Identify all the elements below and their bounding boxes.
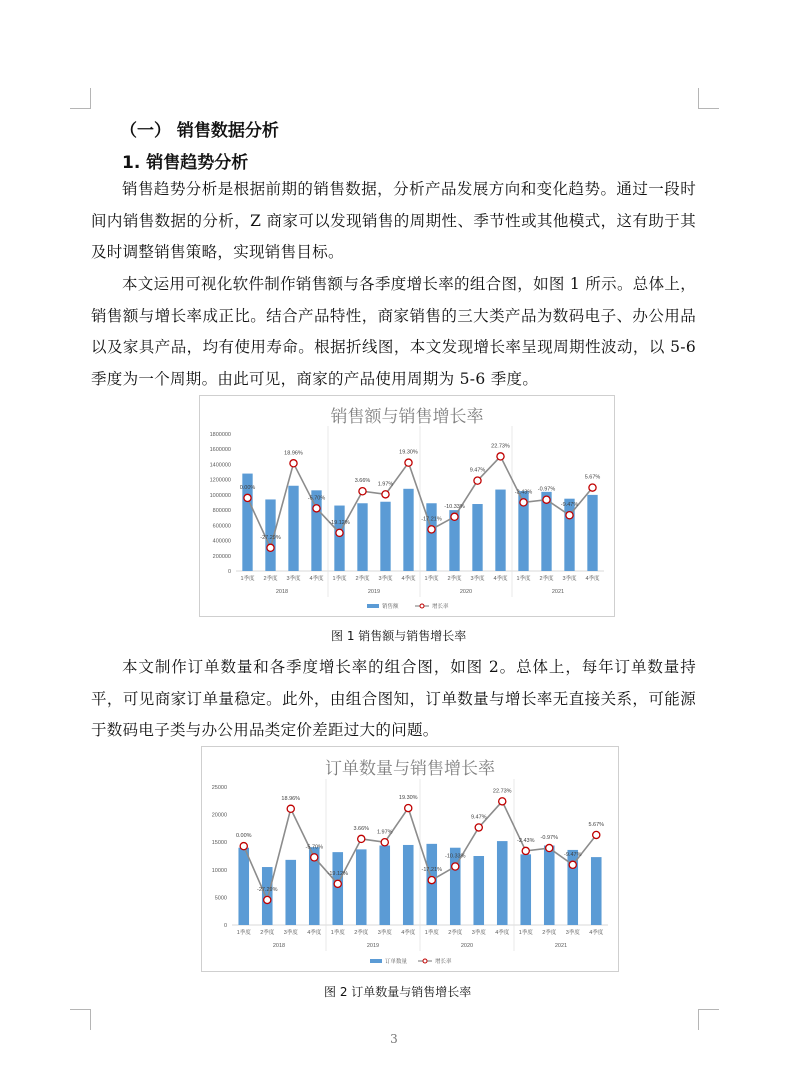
bar (357, 503, 367, 571)
x-tick-label: 4季度 (401, 930, 416, 936)
growth-marker (428, 876, 435, 883)
crop-mark-top-left (70, 88, 91, 109)
y-tick-label: 1000000 (209, 492, 231, 499)
x-tick-label: 4季度 (309, 576, 324, 582)
bar (379, 846, 390, 925)
bar (403, 845, 414, 925)
growth-data-label: 5.67% (584, 474, 601, 481)
growth-marker (593, 831, 600, 838)
growth-marker (546, 844, 553, 851)
x-tick-label: 1季度 (516, 576, 531, 582)
bar (472, 504, 482, 571)
growth-marker (334, 880, 341, 887)
bar (544, 846, 555, 925)
growth-marker (451, 513, 458, 520)
bar (356, 849, 367, 925)
x-tick-label: 2季度 (539, 576, 554, 582)
growth-data-label: 22.73% (491, 443, 510, 450)
growth-marker (264, 896, 271, 903)
y-tick-label: 0 (223, 923, 227, 929)
x-tick-label: 4季度 (589, 930, 604, 936)
growth-data-label: -0.97% (537, 486, 556, 493)
y-tick-label: 5000 (214, 895, 227, 902)
growth-marker (499, 798, 506, 805)
x-tick-label: 2季度 (355, 576, 370, 582)
paragraph-2: 本文运用可视化软件制作销售额与各季度增长率的组合图，如图 1 所示。总体上，销售额与增长率成正比。结合产品特性，商家销售的三大类产品为数码电子、办公用品以及家具产品，均有使用寿命。根据折线图，本文发现增长率呈现周期性波动，以 5-6 季度为一个周期。由此可见，商家的产品使用周期为 5-6 季度。 (91, 275, 696, 388)
group-label: 2019 (367, 589, 381, 595)
x-tick-label: 3季度 (470, 576, 485, 582)
figure-2-chart (201, 746, 619, 972)
x-tick-label: 4季度 (401, 576, 416, 582)
x-tick-label: 3季度 (286, 576, 301, 582)
growth-data-label: 18.96% (284, 450, 303, 457)
x-tick-label: 3季度 (378, 576, 393, 582)
growth-data-label: -17.21% (421, 867, 442, 874)
growth-data-label: 3.66% (353, 825, 370, 832)
growth-data-label: -27.29% (257, 886, 278, 893)
section-heading: （一） 销售数据分析 (120, 121, 279, 141)
legend-bar-swatch (367, 604, 379, 608)
x-tick-label: 2季度 (263, 576, 278, 582)
y-tick-label: 1800000 (209, 432, 231, 438)
x-tick-label: 1季度 (240, 576, 255, 582)
y-tick-label: 400000 (212, 538, 231, 545)
growth-marker (475, 824, 482, 831)
paragraph-3: 本文制作订单数量和各季度增长率的组合图，如图 2。总体上，每年订单数量持平，可见商家订单量稳定。此外，由组合图知，订单数量与增长率无直接关系，可能源于数码电子类与办公用品类定价差距过大的问题。 (91, 658, 696, 739)
x-tick-label: 3季度 (565, 930, 580, 936)
growth-marker (522, 847, 529, 854)
growth-data-label: 1.97% (377, 481, 394, 488)
chart-sales-growth (200, 396, 614, 616)
legend-bar-swatch (370, 959, 382, 963)
crop-mark-bottom-left (70, 1009, 91, 1030)
legend-line-label: 增长率 (435, 959, 452, 965)
bar (334, 506, 344, 571)
legend-line-label: 增长率 (432, 604, 449, 610)
growth-data-label: 3.66% (354, 478, 371, 485)
x-tick-label: 1季度 (424, 930, 439, 936)
growth-marker (244, 494, 251, 501)
x-tick-label: 2季度 (542, 930, 557, 936)
growth-marker (569, 861, 576, 868)
x-tick-label: 3季度 (562, 576, 577, 582)
x-tick-label: 4季度 (493, 576, 508, 582)
growth-marker (287, 805, 294, 812)
y-tick-label: 10000 (211, 867, 227, 874)
x-tick-label: 3季度 (471, 930, 486, 936)
x-tick-label: 2季度 (447, 576, 462, 582)
x-tick-label: 2季度 (448, 930, 463, 936)
page-number: 3 (390, 1032, 398, 1046)
x-tick-label: 3季度 (283, 930, 298, 936)
figure-1-caption: 图 1 销售额与销售增长率 (331, 629, 467, 643)
growth-marker (428, 526, 435, 533)
growth-data-label: -5.70% (307, 495, 326, 502)
growth-data-label: 0.00% (239, 484, 256, 491)
growth-marker (359, 488, 366, 495)
crop-mark-bottom-right (698, 1009, 719, 1030)
growth-marker (520, 499, 527, 506)
y-tick-label: 20000 (211, 812, 227, 819)
bar (497, 841, 508, 925)
growth-marker (474, 477, 481, 484)
legend-line-marker (420, 604, 424, 608)
growth-marker (497, 453, 504, 460)
growth-data-label: -0.97% (540, 835, 558, 842)
y-tick-label: 1200000 (209, 477, 231, 484)
group-label: 2020 (460, 943, 474, 949)
growth-marker (311, 854, 318, 861)
group-label: 2021 (551, 589, 565, 595)
growth-marker (382, 491, 389, 498)
x-tick-label: 1季度 (518, 930, 533, 936)
growth-data-label: 5.67% (588, 821, 605, 828)
x-tick-label: 4季度 (495, 930, 510, 936)
growth-data-label: 19.30% (399, 449, 418, 456)
x-tick-label: 1季度 (332, 576, 347, 582)
y-tick-label: 0 (227, 569, 231, 575)
x-tick-label: 1季度 (330, 930, 345, 936)
growth-data-label: 9.47% (469, 467, 486, 474)
growth-marker (566, 512, 573, 519)
bar (380, 502, 390, 571)
growth-data-label: -17.21% (421, 516, 442, 523)
growth-data-label: -27.29% (260, 534, 281, 541)
growth-marker (381, 839, 388, 846)
chart-title: 订单数量与销售增长率 (325, 759, 495, 778)
group-label: 2020 (459, 589, 473, 595)
group-label: 2021 (554, 943, 568, 949)
growth-marker (267, 544, 274, 551)
chart-orders-growth (202, 747, 618, 971)
figure-1-chart (199, 395, 615, 617)
growth-data-label: -2.43% (514, 489, 533, 496)
growth-marker (589, 484, 596, 491)
bar (332, 852, 343, 925)
group-label: 2019 (366, 943, 380, 949)
y-tick-label: 600000 (212, 523, 231, 530)
legend-bar-label: 订单数量 (385, 959, 408, 965)
bar (426, 503, 436, 571)
bar (285, 860, 296, 925)
growth-marker (358, 835, 365, 842)
growth-data-label: -19.12% (329, 519, 350, 526)
y-tick-label: 1600000 (209, 447, 231, 454)
x-tick-label: 1季度 (424, 576, 439, 582)
growth-marker (290, 460, 297, 467)
subsection-heading: 1. 销售趋势分析 (122, 153, 249, 173)
growth-data-label: -10.33% (444, 503, 465, 510)
chart-title: 销售额与销售增长率 (330, 407, 484, 426)
y-tick-label: 15000 (211, 840, 227, 847)
growth-data-label: 19.30% (398, 795, 418, 802)
bar (520, 854, 531, 925)
bar (473, 856, 484, 925)
x-tick-label: 4季度 (585, 576, 600, 582)
growth-data-label: -9.47% (564, 851, 582, 858)
growth-data-label: 18.96% (281, 795, 301, 802)
crop-mark-top-right (698, 88, 719, 109)
figure-2-caption: 图 2 订单数量与销售增长率 (324, 985, 472, 999)
growth-data-label: -10.33% (445, 853, 466, 860)
growth-data-label: 1.97% (376, 829, 393, 836)
y-tick-label: 25000 (211, 785, 227, 791)
growth-marker (452, 863, 459, 870)
growth-data-label: -5.70% (305, 844, 323, 851)
bar (238, 848, 249, 925)
growth-marker (240, 843, 247, 850)
bar (564, 499, 574, 571)
growth-data-label: -19.12% (327, 870, 348, 877)
growth-data-label: -2.43% (517, 837, 535, 844)
y-tick-label: 200000 (212, 553, 231, 560)
bar (288, 486, 298, 571)
bar (591, 857, 602, 925)
x-tick-label: 3季度 (377, 930, 392, 936)
bar (426, 844, 437, 925)
growth-marker (543, 496, 550, 503)
growth-data-label: 22.73% (492, 788, 512, 795)
growth-data-label: 0.00% (235, 833, 252, 840)
growth-data-label: 9.47% (470, 814, 487, 821)
bar (403, 489, 413, 571)
y-tick-label: 1400000 (209, 462, 231, 469)
legend-line-marker (423, 959, 427, 963)
growth-data-label: -9.47% (560, 502, 579, 509)
growth-marker (405, 459, 412, 466)
bar (587, 495, 597, 571)
bar (495, 490, 505, 571)
growth-marker (313, 505, 320, 512)
x-tick-label: 2季度 (260, 930, 275, 936)
paragraph-1: 销售趋势分析是根据前期的销售数据，分析产品发展方向和变化趋势。通过一段时间内销售数据的分析，Z 商家可以发现销售的周期性、季节性或其他模式，这有助于其及时调整销售策略，实现销售目标。 (91, 180, 696, 261)
group-label: 2018 (272, 943, 286, 949)
group-label: 2018 (275, 589, 289, 595)
x-tick-label: 4季度 (307, 930, 322, 936)
growth-marker (336, 529, 343, 536)
legend-bar-label: 销售额 (382, 604, 399, 610)
x-tick-label: 1季度 (236, 930, 251, 936)
x-tick-label: 2季度 (354, 930, 369, 936)
y-tick-label: 800000 (212, 508, 231, 515)
growth-marker (405, 804, 412, 811)
